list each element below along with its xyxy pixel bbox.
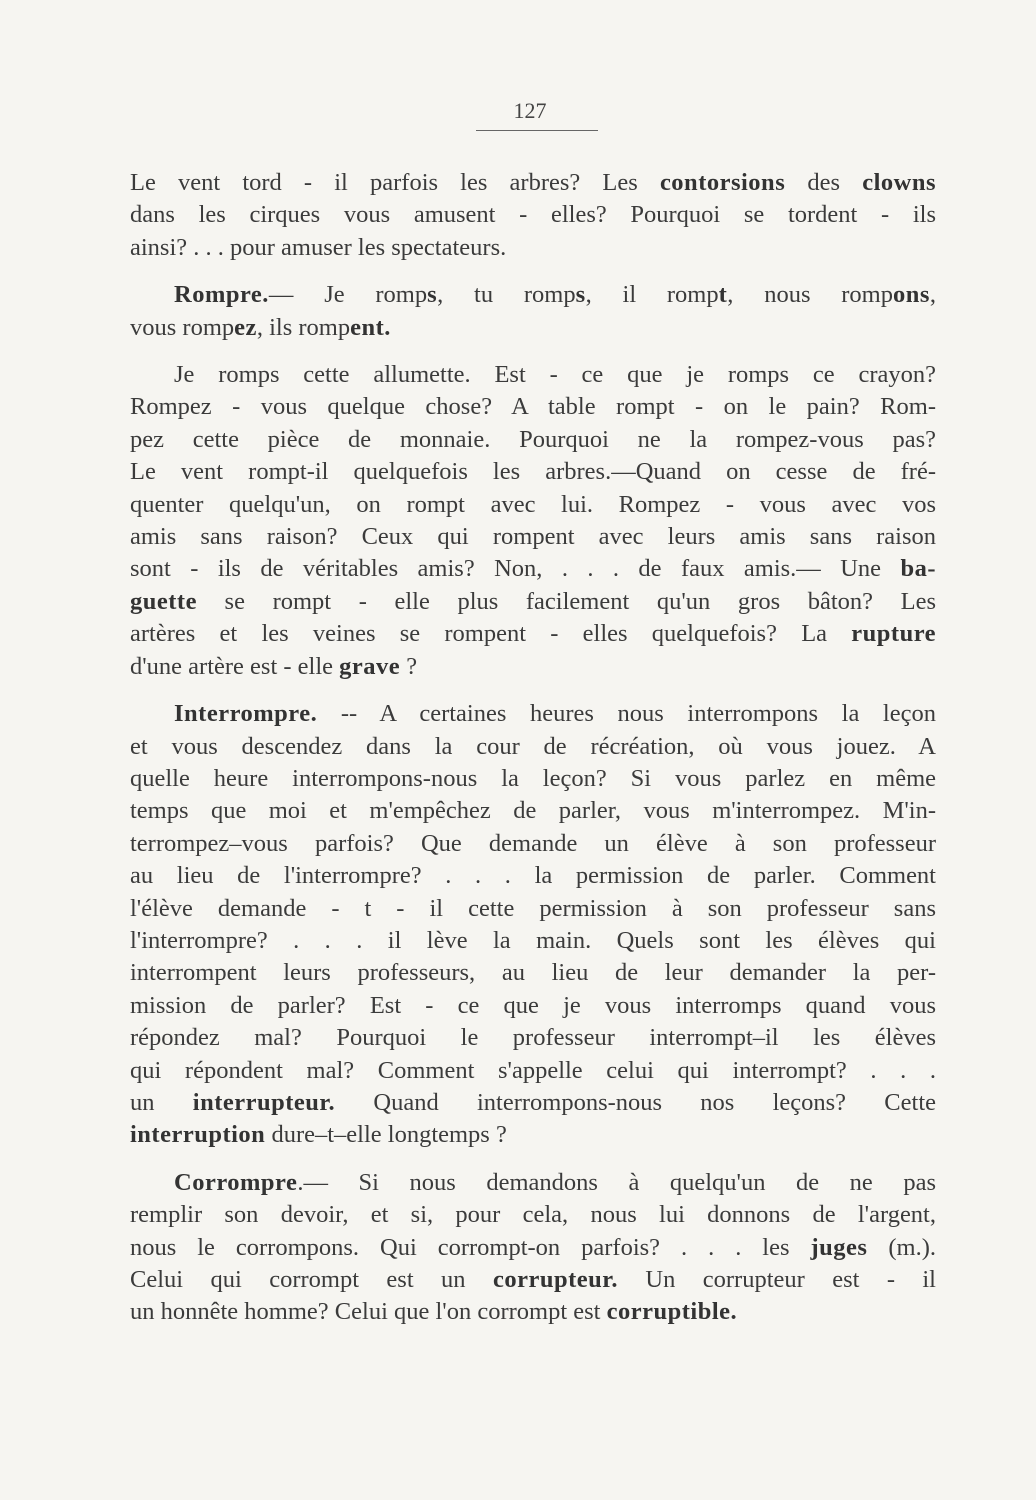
text-line — [130, 957, 936, 989]
text-run: Celui qui corrompt est un — [130, 1266, 493, 1293]
bold-term: interruption — [130, 1121, 266, 1149]
text-run: quelle heure interrompons-nous la leçon? Si vous parlez en même — [130, 764, 936, 792]
text-run: vous romp — [130, 313, 235, 341]
text-run: Un corrupteur est - il — [618, 1266, 936, 1293]
text-line — [130, 860, 936, 892]
text-run: se rompt - elle plus facilement qu'un gros bâton? Les — [196, 587, 936, 615]
text-run: nous le corrompons. Qui corrompt-on parfois? . . . les — [130, 1233, 811, 1261]
text-run: temps que moi et m'empêchez de parler, vous m'interrompez. M'in- — [130, 797, 936, 825]
text-run: Je romps cette allumette. Est - ce que je romps ce crayon? — [174, 361, 936, 389]
text-line — [130, 489, 936, 521]
bold-term: Corrompre — [174, 1168, 298, 1196]
text-line — [130, 618, 936, 650]
text-run: des — [785, 169, 863, 196]
bold-term: corrupteur. — [492, 1266, 618, 1293]
text-run: , nous romp — [727, 281, 893, 309]
text-line — [130, 1264, 936, 1296]
text-line — [130, 167, 936, 199]
text-run: ? — [400, 652, 418, 680]
text-run: d'une artère est - elle — [130, 652, 340, 680]
text-line — [130, 651, 936, 683]
paragraph — [130, 279, 936, 344]
text-run: interrompent leurs professeurs, au lieu de leur demander la per- — [130, 959, 936, 987]
bold-term: grave — [339, 652, 401, 680]
text-run: terrompez–vous parfois? Que demande un élève à son professeur — [130, 829, 936, 857]
text-run: l'élève demande - t - il cette permission à son professeur sans — [130, 894, 936, 922]
text-run: (m.). — [867, 1233, 936, 1261]
text-line — [130, 763, 936, 795]
text-line — [130, 424, 936, 456]
bold-term: guette — [130, 587, 197, 615]
text-run: Le vent tord - il parfois les arbres? Les — [130, 169, 660, 196]
text-run: sont - ils de véritables amis? Non, . . . de faux amis.— Une — [130, 555, 901, 583]
bold-term: corruptible. — [606, 1298, 738, 1326]
text-run: pez cette pièce de monnaie. Pourquoi ne la rompez-vous pas? — [130, 425, 936, 453]
text-line — [130, 795, 936, 827]
text-line — [130, 586, 936, 618]
text-run: artères et les veines se rompent - elles quelquefois? La — [130, 620, 852, 648]
bold-term: ent. — [350, 313, 391, 341]
text-run: et vous descendez dans la cour de récréation, où vous jouez. A — [130, 732, 936, 760]
bold-term: ons — [892, 281, 930, 309]
text-run: , il romp — [585, 281, 719, 309]
text-run: amis sans raison? Ceux qui rompent avec leurs amis sans raison — [130, 523, 936, 551]
bold-term: s — [427, 281, 438, 309]
text-line — [130, 456, 936, 488]
text-line — [130, 893, 936, 925]
text-run: un honnête homme? Celui que l'on corrompt est — [130, 1298, 607, 1326]
text-line — [130, 553, 936, 585]
text-line — [130, 1087, 936, 1119]
bold-term: contorsions — [659, 169, 786, 196]
text-run: répondez mal? Pourquoi le professeur interrompt–il les élèves — [130, 1024, 936, 1052]
text-line — [130, 990, 936, 1022]
bold-term: ba- — [900, 555, 936, 583]
paragraph — [130, 359, 936, 683]
text-run: un — [130, 1088, 193, 1116]
page-number: 127 — [513, 98, 547, 123]
paragraph — [130, 698, 936, 1152]
text-run: dans les cirques vous amusent - elles? Pourquoi se tordent - ils — [130, 201, 936, 229]
text-run: -- A certaines heures nous interrompons la leçon — [317, 700, 936, 728]
text-run: qui répondent mal? Comment s'appelle celui qui interrompt? . . . — [130, 1056, 936, 1084]
paragraph — [130, 1167, 936, 1329]
bold-term: Rompre. — [174, 281, 269, 309]
text-run: , ils romp — [256, 313, 351, 341]
text-run: l'interrompre? . . . il lève la main. Quels sont les élèves qui — [130, 926, 936, 954]
text-run: mission de parler? Est - ce que je vous interromps quand vous — [130, 991, 936, 1019]
bold-term: Interrompre. — [174, 700, 318, 728]
bold-term: interrupteur. — [192, 1088, 336, 1116]
text-line — [130, 1199, 936, 1231]
text-run: Le vent rompt-il quelquefois les arbres.—Quand on cesse de fré- — [130, 458, 936, 486]
text-run: au lieu de l'interrompre? . . . la permission de parler. Comment — [130, 862, 936, 890]
header-rule — [476, 130, 598, 131]
text-line — [130, 312, 936, 344]
text-line — [130, 391, 936, 423]
text-run: , tu romp — [437, 281, 576, 309]
bold-term: t — [718, 281, 728, 309]
text-line — [130, 1119, 936, 1151]
text-run: .— Si nous demandons à quelqu'un de ne pas — [297, 1168, 936, 1196]
text-line — [130, 925, 936, 957]
text-run: Quand interrompons-nous nos leçons? Cette — [335, 1088, 937, 1116]
text-run: ainsi? . . . pour amuser les spectateurs. — [130, 233, 507, 261]
bold-term: clowns — [862, 169, 936, 196]
text-line — [130, 1055, 936, 1087]
text-line — [130, 1022, 936, 1054]
paragraph — [130, 167, 936, 264]
bold-term: juges — [810, 1233, 868, 1261]
text-line — [130, 1167, 936, 1199]
text-line — [130, 232, 936, 264]
text-line — [130, 1232, 936, 1264]
text-line — [130, 521, 936, 553]
text-line — [130, 199, 936, 231]
text-run: , — [929, 281, 937, 309]
bold-term: s — [575, 281, 586, 309]
page-body — [130, 167, 936, 1344]
text-run: dure–t–elle longtemps ? — [265, 1121, 507, 1149]
text-run: remplir son devoir, et si, pour cela, nous lui donnons de l'argent, — [130, 1201, 936, 1229]
text-line — [130, 279, 936, 311]
bold-term: rupture — [851, 620, 936, 648]
text-line — [130, 828, 936, 860]
text-line — [130, 731, 936, 763]
bold-term: ez — [234, 313, 257, 341]
text-line — [130, 698, 936, 730]
text-line — [130, 359, 936, 391]
text-run: — Je romp — [268, 281, 428, 309]
text-line — [130, 1296, 936, 1328]
text-run: quenter quelqu'un, on rompt avec lui. Rompez - vous avec vos — [130, 490, 936, 518]
text-run: Rompez - vous quelque chose? A table rompt - on le pain? Rom- — [130, 393, 936, 421]
